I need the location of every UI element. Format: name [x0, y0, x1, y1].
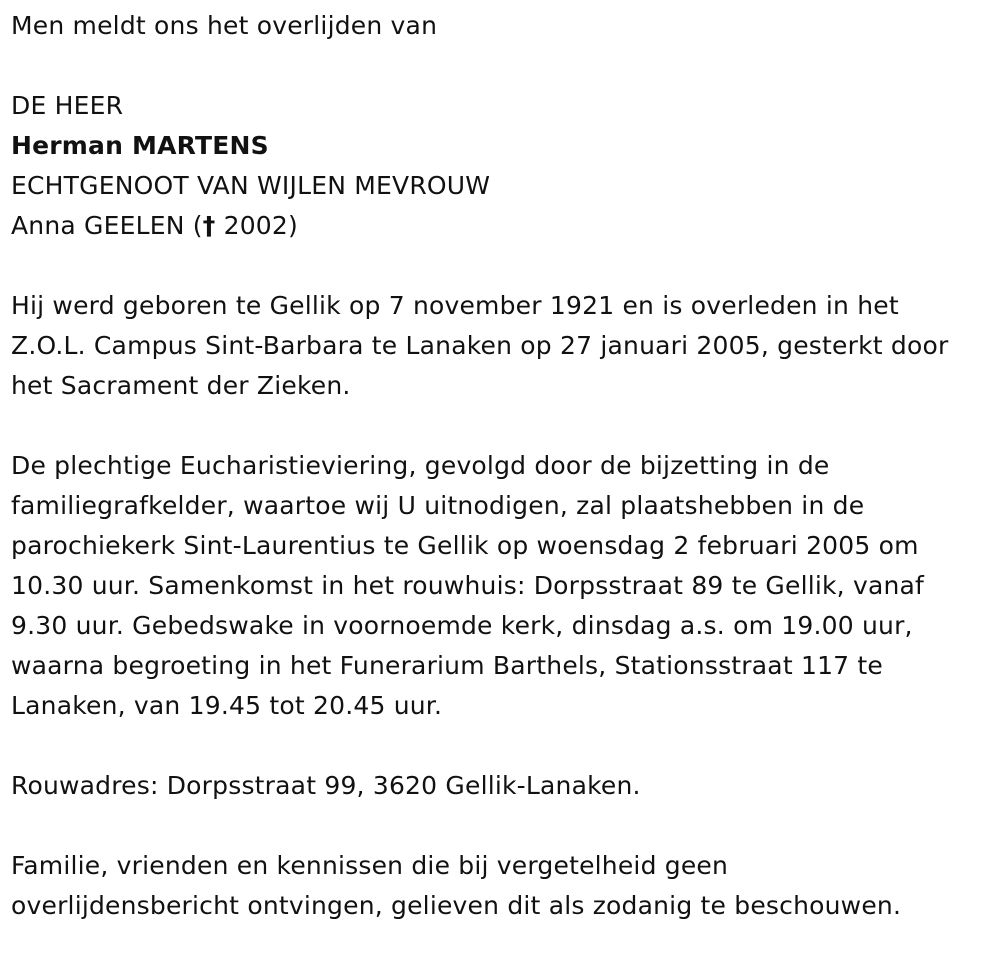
paragraph-line: 9.30 uur. Gebedswake in voornoemde kerk, dinsdag a.s. om 19.00 uur,: [11, 611, 913, 640]
cross-icon: †: [202, 211, 216, 240]
spacer: [11, 806, 996, 846]
spouse-line: [11, 206, 996, 246]
death-notice: [11, 0, 996, 926]
intro-text: Men meldt ons het overlijden van: [11, 11, 438, 40]
paragraph-line: overlijdensbericht ontvingen, gelieven dit als zodanig te beschouwen.: [11, 891, 902, 920]
paragraph-line: Familie, vrienden en kennissen die bij vergetelheid geen: [11, 851, 729, 880]
paragraph-line: Hij werd geboren te Gellik op 7 november 1921 en is overleden in het: [11, 291, 899, 320]
paragraph-line: De plechtige Eucharistieviering, gevolgd door de bijzetting in de: [11, 451, 830, 480]
spouse-year: 2002): [215, 211, 298, 240]
spacer: [11, 246, 996, 286]
spacer: [11, 46, 996, 86]
spacer: [11, 406, 996, 446]
closing-paragraph: [11, 846, 996, 926]
deceased-name: Herman MARTENS: [11, 131, 269, 160]
birth-death-paragraph: [11, 286, 996, 406]
paragraph-line: Lanaken, van 19.45 tot 20.45 uur.: [11, 691, 443, 720]
paragraph-line: 10.30 uur. Samenkomst in het rouwhuis: Dorpsstraat 89 te Gellik, vanaf: [11, 571, 925, 600]
ceremony-paragraph: [11, 446, 996, 726]
paragraph-line: het Sacrament der Zieken.: [11, 371, 351, 400]
paragraph-line: waarna begroeting in het Funerarium Barthels, Stationsstraat 117 te: [11, 651, 884, 680]
spacer: [11, 726, 996, 766]
mourning-address: Rouwadres: Dorpsstraat 99, 3620 Gellik-Lanaken.: [11, 771, 641, 800]
paragraph-line: Z.O.L. Campus Sint-Barbara te Lanaken op 27 januari 2005, gesterkt door: [11, 331, 949, 360]
spouse-name: Anna GEELEN (: [11, 211, 203, 240]
paragraph-line: familiegrafkelder, waartoe wij U uitnodigen, zal plaatshebben in de: [11, 491, 865, 520]
relation-text: ECHTGENOOT VAN WIJLEN MEVROUW: [11, 171, 491, 200]
paragraph-line: parochiekerk Sint-Laurentius te Gellik op woensdag 2 februari 2005 om: [11, 531, 919, 560]
salutation: DE HEER: [11, 91, 124, 120]
